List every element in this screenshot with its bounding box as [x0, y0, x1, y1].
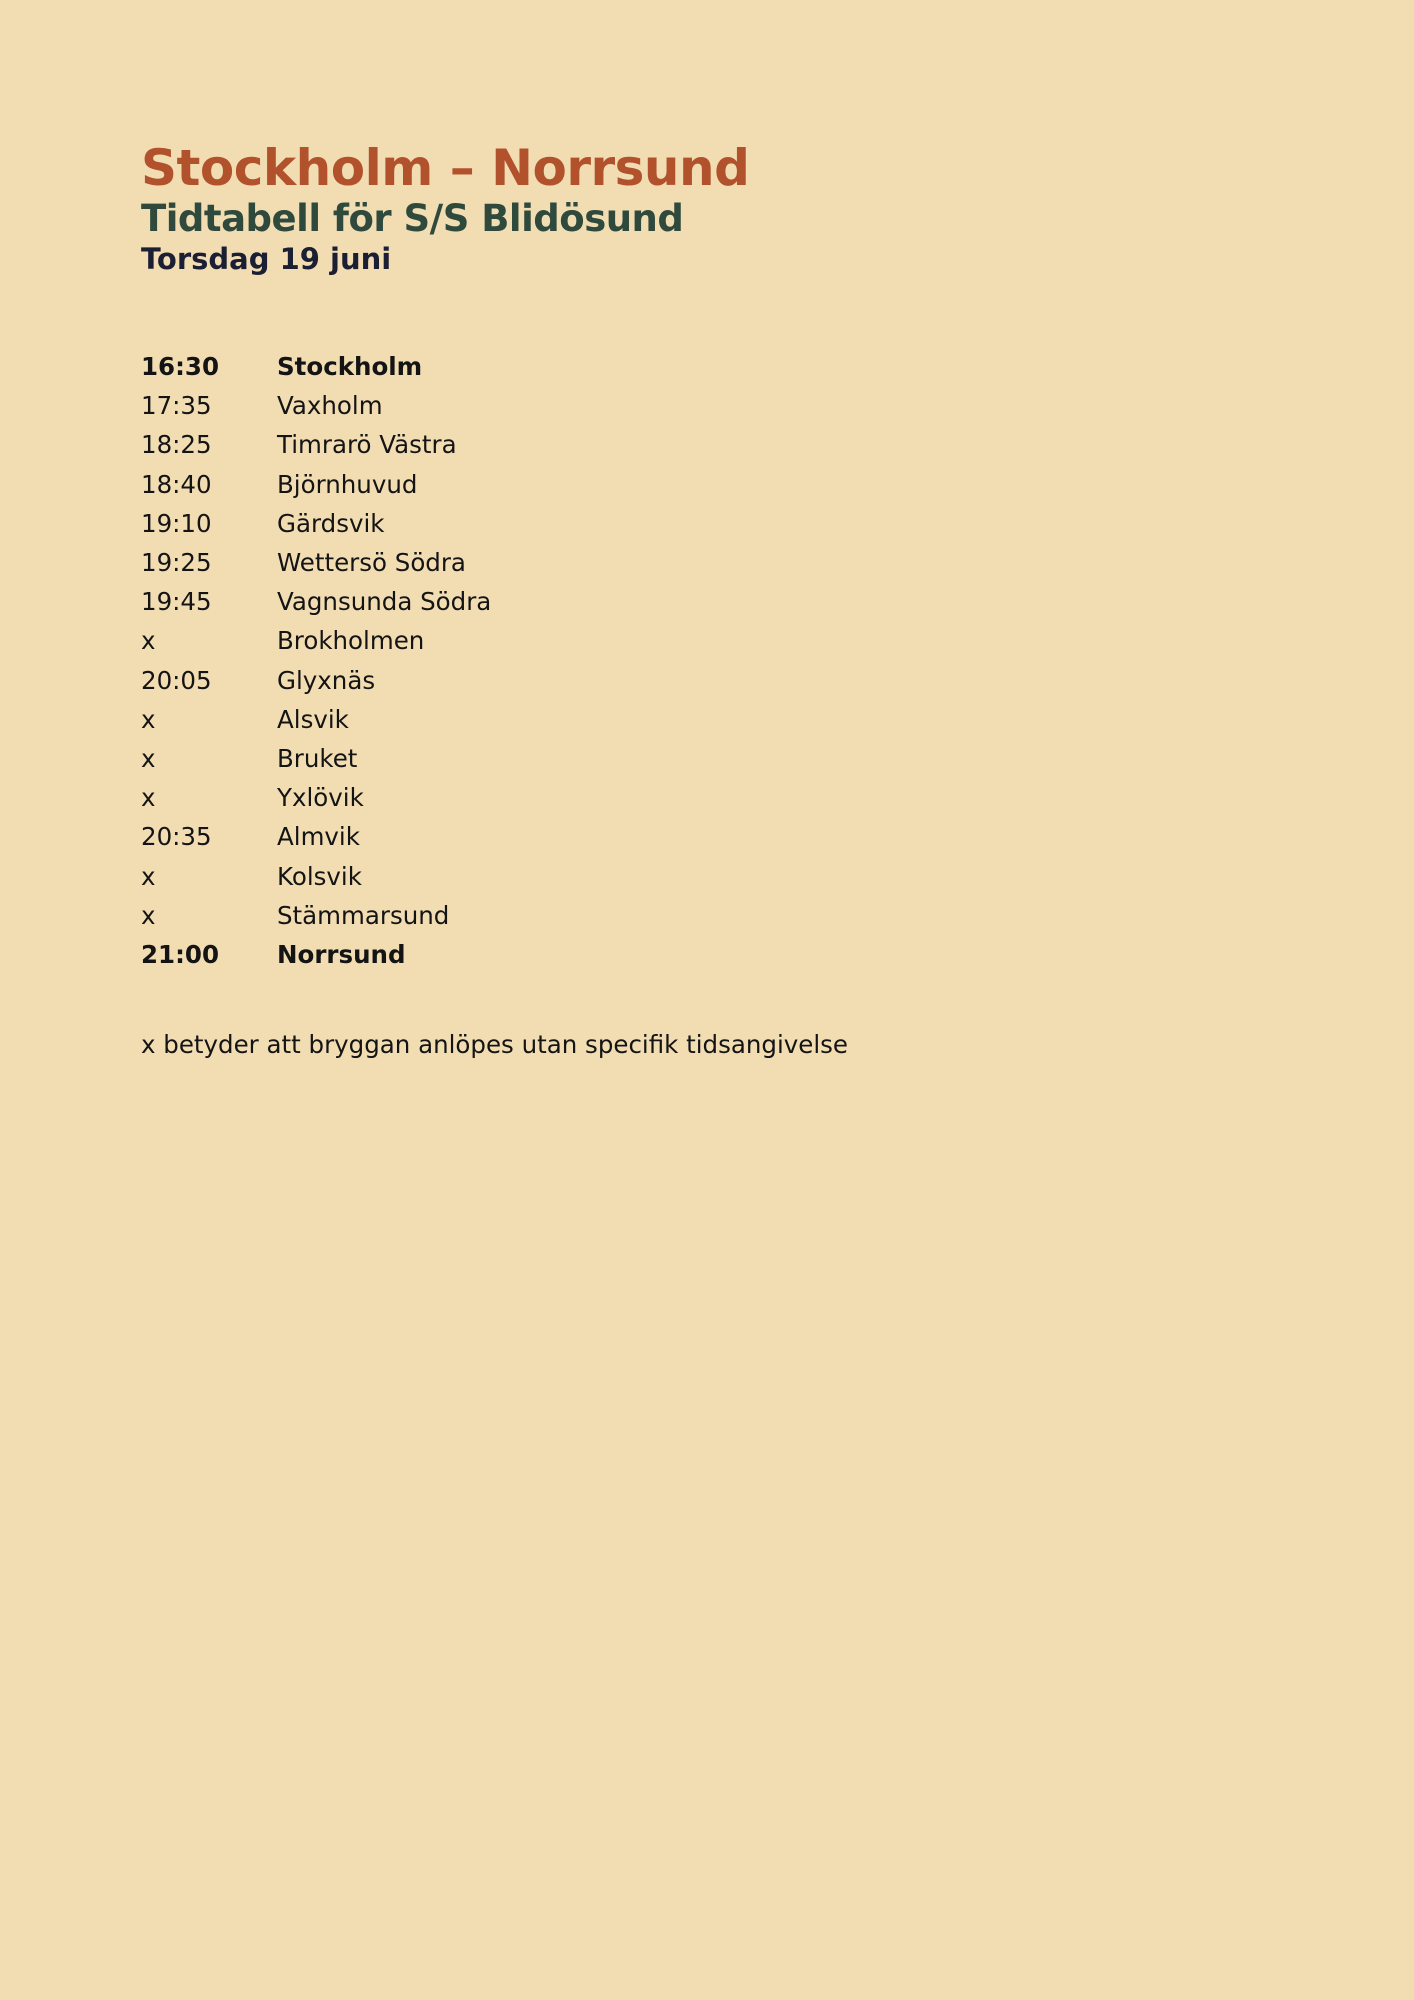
stop-name: Gärdsvik — [277, 508, 385, 538]
departure-time: x — [141, 783, 156, 813]
departure-time: x — [141, 743, 156, 773]
timetable-row — [141, 896, 1271, 935]
stop-name: Alsvik — [277, 704, 349, 734]
timetable-row — [141, 425, 1271, 464]
departure-time: 20:35 — [141, 822, 212, 852]
stop-name: Stockholm — [277, 352, 423, 382]
timetable-row — [141, 700, 1271, 739]
timetable-row — [141, 465, 1271, 504]
stop-name: Vaxholm — [277, 391, 383, 421]
departure-time: 19:45 — [141, 587, 212, 617]
timetable-page — [141, 130, 1271, 1059]
timetable-row — [141, 582, 1271, 621]
departure-time: 20:05 — [141, 665, 212, 695]
timetable-row — [141, 621, 1271, 660]
departure-time: 19:10 — [141, 508, 212, 538]
stop-name: Wettersö Södra — [277, 548, 466, 578]
departure-time: x — [141, 900, 156, 930]
stop-name: Stämmarsund — [277, 900, 450, 930]
departure-time: 16:30 — [141, 352, 219, 382]
stop-name: Bruket — [277, 743, 358, 773]
departure-time: 18:40 — [141, 469, 212, 499]
stop-name: Norrsund — [277, 939, 406, 969]
departure-time: 18:25 — [141, 430, 212, 460]
footnote: x betyder att bryggan anlöpes utan specifik tidsangivelse — [141, 1030, 848, 1059]
timetable-row — [141, 935, 1271, 974]
timetable-row — [141, 543, 1271, 582]
timetable-row — [141, 386, 1271, 425]
schedule-date: Torsdag 19 juni — [141, 242, 392, 276]
departure-time: x — [141, 626, 156, 656]
stop-name: Almvik — [277, 822, 360, 852]
timetable-row — [141, 856, 1271, 895]
page-subtitle: Tidtabell för S/S Blidösund — [141, 197, 684, 240]
departure-time: x — [141, 704, 156, 734]
stop-name: Vagnsunda Södra — [277, 587, 492, 617]
timetable-row — [141, 504, 1271, 543]
timetable-row — [141, 347, 1271, 386]
departure-time: 21:00 — [141, 939, 219, 969]
timetable-row — [141, 661, 1271, 700]
timetable-list — [141, 347, 1271, 974]
timetable-row — [141, 817, 1271, 856]
departure-time: 17:35 — [141, 391, 212, 421]
page-title: Stockholm – Norrsund — [141, 139, 750, 197]
timetable-row — [141, 778, 1271, 817]
stop-name: Brokholmen — [277, 626, 425, 656]
departure-time: x — [141, 861, 156, 891]
timetable-row — [141, 739, 1271, 778]
stop-name: Glyxnäs — [277, 665, 376, 695]
stop-name: Kolsvik — [277, 861, 362, 891]
stop-name: Yxlövik — [277, 783, 364, 813]
stop-name: Björnhuvud — [277, 469, 418, 499]
departure-time: 19:25 — [141, 548, 212, 578]
stop-name: Timrarö Västra — [277, 430, 457, 460]
